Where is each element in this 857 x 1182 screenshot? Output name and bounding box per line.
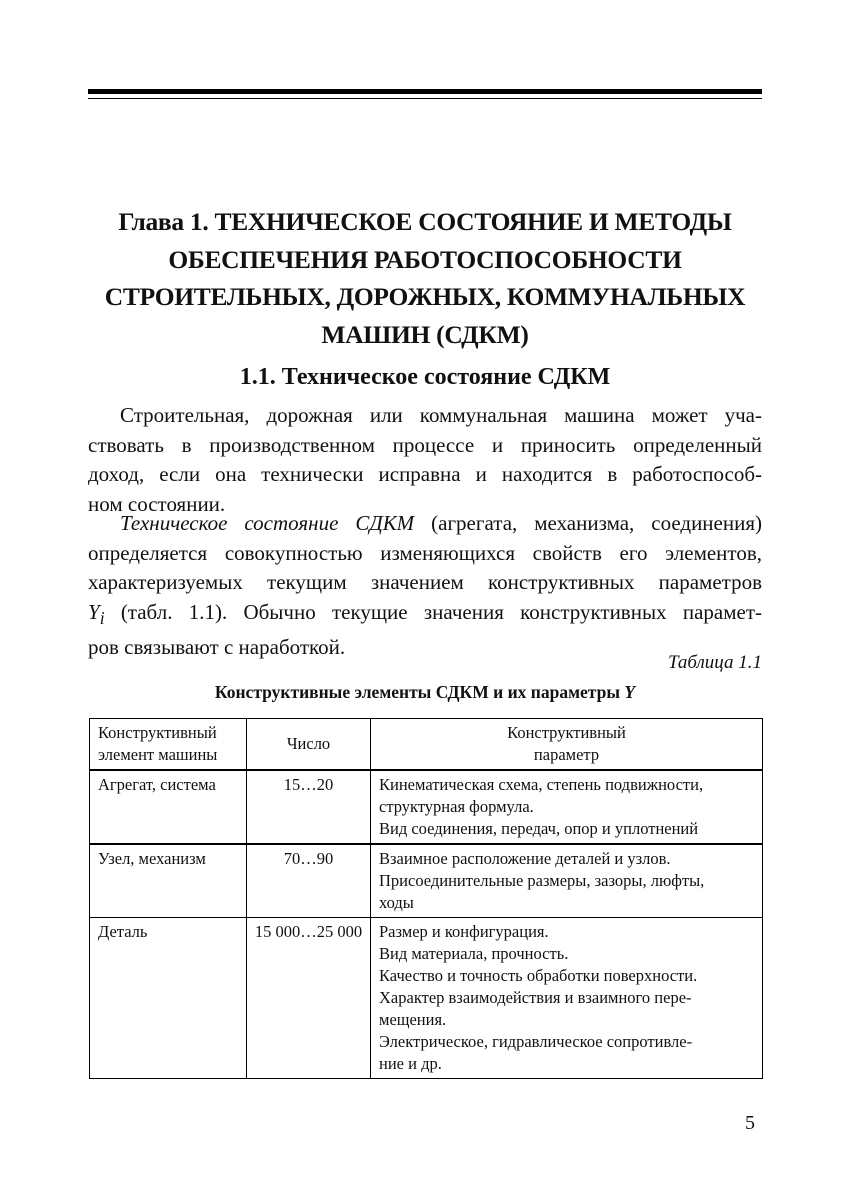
param-line: ходы	[379, 893, 414, 912]
table-row	[90, 918, 763, 1079]
cell-element: Деталь	[90, 918, 247, 1079]
paragraph-line: Строительная, дорожная или коммунальная машина может уча-	[120, 403, 762, 427]
table-title	[90, 682, 760, 703]
page-number: 5	[745, 1112, 755, 1134]
header-line: элемент машины	[98, 745, 218, 764]
parameters-table	[89, 718, 763, 1079]
header-line: Конструктивный	[98, 723, 217, 742]
cell-parameters	[371, 918, 763, 1079]
paragraph-text: (агрегата, механизма, соединения)	[414, 511, 762, 535]
header-element	[90, 719, 247, 771]
header-rule-thin	[88, 98, 762, 99]
header-line: параметр	[533, 745, 600, 764]
paragraph-2	[88, 509, 762, 663]
chapter-title	[90, 203, 760, 353]
cell-count: 15 000…25 000	[247, 918, 371, 1079]
chapter-title-line: ОБЕСПЕЧЕНИЯ РАБОТОСПОСОБНОСТИ	[168, 244, 682, 274]
paragraph-line	[88, 598, 762, 634]
defined-term: Техническое состояние СДКМ	[120, 511, 415, 535]
paragraph-text: (табл. 1.1). Обычно текущие значения конструктивных парамет-	[104, 599, 762, 624]
cell-parameters	[371, 770, 763, 844]
variable-subscript: i	[99, 607, 105, 628]
cell-count: 15…20	[247, 770, 371, 844]
header-line: Конструктивный	[507, 723, 626, 742]
table-title-variable: Y	[624, 682, 636, 702]
section-title: 1.1. Техническое состояние СДКМ	[239, 364, 611, 390]
chapter-title-line: Глава 1. ТЕХНИЧЕСКОЕ СОСТОЯНИЕ И МЕТОДЫ	[118, 207, 732, 236]
param-line: Взаимное расположение деталей и узлов.	[379, 849, 671, 868]
param-line: Качество и точность обработки поверхности.	[379, 966, 698, 985]
paragraph-line: определяется совокупностью изменяющихся свойств его элементов,	[88, 540, 762, 565]
param-line: мещения.	[379, 1010, 447, 1029]
table-row	[90, 770, 763, 844]
param-line: Электрическое, гидравлическое сопротивле-	[379, 1032, 693, 1051]
param-line: Вид материала, прочность.	[379, 944, 569, 963]
header-rule-thick	[88, 89, 762, 94]
param-line: Вид соединения, передач, опор и уплотнений	[379, 819, 699, 838]
header-parameter	[371, 719, 763, 771]
paragraph-line: доход, если она технически исправна и находится в работоспособ-	[88, 462, 762, 486]
table-title-text: Конструктивные элементы СДКМ и их параметры	[214, 682, 620, 702]
chapter-title-line: СТРОИТЕЛЬНЫХ, ДОРОЖНЫХ, КОММУНАЛЬНЫХ	[104, 282, 746, 311]
param-line: структурная формула.	[379, 797, 534, 816]
paragraph-1	[88, 401, 762, 519]
cell-element: Агрегат, система	[90, 770, 247, 844]
cell-count: 70…90	[247, 844, 371, 918]
paragraph-line: ствовать в производственном процессе и приносить определенный	[88, 432, 762, 457]
param-line: Размер и конфигурация.	[379, 922, 549, 941]
variable-y: Y	[88, 599, 100, 624]
table-header-row	[90, 719, 763, 771]
paragraph-line: ном состоянии.	[88, 491, 226, 516]
cell-parameters	[371, 844, 763, 918]
table-row	[90, 844, 763, 918]
cell-element: Узел, механизм	[90, 844, 247, 918]
paragraph-line	[88, 509, 762, 539]
paragraph-line: характеризуемых текущим значением конструктивных параметров	[88, 570, 762, 594]
table-label: Таблица 1.1	[668, 652, 762, 673]
param-line: ние и др.	[379, 1054, 442, 1073]
header-count: Число	[247, 719, 371, 771]
paragraph-line: ров связывают с наработкой.	[88, 635, 346, 660]
chapter-title-line: МАШИН (СДКМ)	[321, 319, 529, 349]
param-line: Присоединительные размеры, зазоры, люфты,	[379, 871, 705, 890]
param-line: Характер взаимодействия и взаимного пере-	[379, 988, 692, 1007]
param-line: Кинематическая схема, степень подвижности,	[379, 775, 704, 794]
